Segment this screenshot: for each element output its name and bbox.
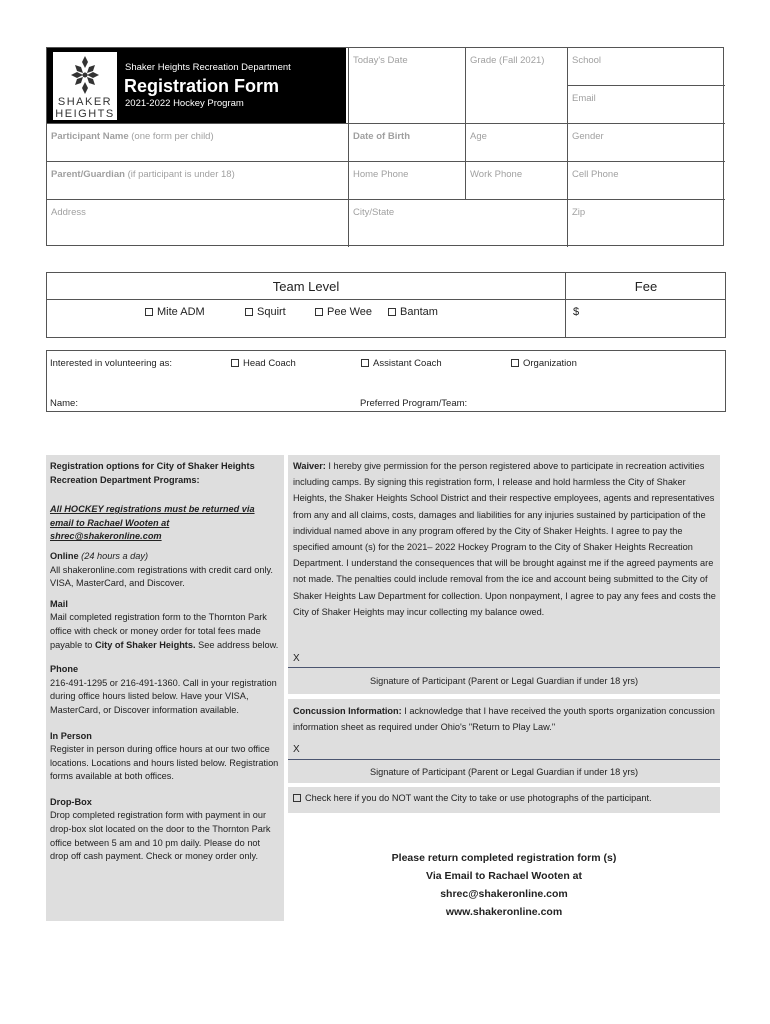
checkbox[interactable] bbox=[388, 308, 396, 316]
volunteer-name-label: Name: bbox=[50, 398, 78, 409]
option-bantam[interactable]: Bantam bbox=[388, 306, 438, 318]
department-name: Shaker Heights Recreation Department bbox=[125, 62, 291, 73]
option-squirt[interactable]: Squirt bbox=[245, 306, 286, 318]
team-level-table bbox=[46, 272, 726, 338]
shaker-logo bbox=[53, 52, 117, 120]
option-assistant-coach[interactable]: Assistant Coach bbox=[361, 358, 442, 369]
in-person-body: Register in person during office hours at our two office locations. Locations and hours listed below. Registration forms available at both offices. bbox=[50, 744, 279, 782]
mail-body: Mail completed registration form to the Thornton Park office with check or money order for total fees made payable to City of Shaker Heights. See address below. bbox=[50, 612, 279, 650]
registration-grid bbox=[46, 47, 724, 246]
volunteer-prompt: Interested in volunteering as: bbox=[50, 358, 172, 369]
return-line-2: Via Email to Rachael Wooten at bbox=[426, 870, 582, 882]
city-state-field[interactable]: City/State bbox=[353, 207, 395, 218]
waiver-signature-label: Signature of Participant (Parent or Legal Guardian if under 18 yrs) bbox=[369, 676, 639, 686]
option-organization[interactable]: Organization bbox=[511, 358, 577, 369]
registration-options-panel bbox=[46, 455, 284, 921]
mail-heading: Mail bbox=[50, 598, 68, 609]
program-name: 2021-2022 Hockey Program bbox=[125, 98, 244, 109]
waiver-signature-line[interactable] bbox=[288, 667, 720, 668]
gender-field[interactable]: Gender bbox=[572, 131, 604, 142]
concussion-x: X bbox=[293, 744, 300, 755]
preferred-team-label: Preferred Program/Team: bbox=[360, 398, 468, 409]
return-info bbox=[288, 849, 720, 921]
checkbox[interactable] bbox=[145, 308, 153, 316]
checkbox[interactable] bbox=[361, 359, 369, 367]
online-heading: Online (24 hours a day) bbox=[50, 550, 149, 561]
participant-name-field[interactable]: Participant Name (one form per child) bbox=[51, 131, 214, 142]
home-phone-field[interactable]: Home Phone bbox=[353, 169, 409, 180]
logo-text-shaker: SHAKER bbox=[57, 96, 113, 108]
concussion-text: Concussion Information: I acknowledge that I have received the youth sports organization concussion information sheet as required under Ohio's "Return to Play Law." bbox=[293, 706, 715, 733]
dob-field[interactable]: Date of Birth bbox=[353, 131, 410, 142]
options-heading: Registration options for City of Shaker Heights Recreation Department Programs: bbox=[50, 461, 255, 485]
drop-box-body: Drop completed registration form with payment in our drop-box slot located on the door to the Thornton Park office between 5 am and 10 pm daily. Please do not drop off cash payment. Check or money order only. bbox=[50, 810, 271, 862]
form-title: Registration Form bbox=[124, 76, 280, 96]
waiver-text: Waiver: I hereby give permission for the person registered above to participate in recreation activities including camps. By signing this registration form, I release and hold harmless the City of Shaker Heights, the Shaker Heights School District and their respective employees, agents and representatives from any and all claims, costs, damages and liabilities for any injuries sustained by participation of the individual named above in any program offered by the City of Shaker Heights. I agree to pay the specified amount (s) for the 2021– 2022 Hockey Program to the City of Shaker Heights Recreation Department. I understand the consequences that will be brought against me if the agreed payments are not made. The penalties could include removal from the ice and account being submitted to the City of Shaker Heights Law Department for collection. Upon nonpayment, I agree to pay any fees and costs the City of Shaker Heights may incur collecting my balance owed. bbox=[293, 461, 716, 617]
option-pee-wee[interactable]: Pee Wee bbox=[315, 306, 372, 318]
snowflake-icon bbox=[53, 52, 117, 98]
option-head-coach[interactable]: Head Coach bbox=[231, 358, 296, 369]
online-body: All shakeronline.com registrations with credit card only. VISA, MasterCard, and Discover. bbox=[50, 564, 273, 589]
email-field[interactable]: Email bbox=[572, 93, 596, 104]
in-person-heading: In Person bbox=[50, 730, 92, 741]
fee-heading: Fee bbox=[634, 279, 658, 294]
form-header bbox=[47, 48, 346, 123]
cell-phone-field[interactable]: Cell Phone bbox=[572, 169, 619, 180]
photo-optout-text[interactable]: Check here if you do NOT want the City to take or use photographs of the participant. bbox=[293, 793, 652, 803]
volunteer-box bbox=[46, 350, 726, 412]
option-mite-adm[interactable]: Mite ADM bbox=[145, 306, 205, 318]
phone-body: 216-491-1295 or 216-491-1360. Call in your registration during office hours listed below. Have your VISA, MasterCard, or Discover information available. bbox=[50, 677, 277, 715]
logo-text-heights: HEIGHTS bbox=[55, 108, 115, 120]
checkbox[interactable] bbox=[231, 359, 239, 367]
return-email[interactable]: shrec@shakeronline.com bbox=[440, 888, 568, 900]
phone-heading: Phone bbox=[50, 664, 79, 675]
photo-optout-panel[interactable] bbox=[288, 787, 720, 813]
waiver-panel bbox=[288, 455, 720, 694]
address-field[interactable]: Address bbox=[51, 207, 86, 218]
checkbox[interactable] bbox=[245, 308, 253, 316]
team-level-heading: Team Level bbox=[272, 279, 340, 294]
fee-value[interactable]: $ bbox=[573, 306, 580, 318]
todays-date-field[interactable]: Today's Date bbox=[353, 55, 408, 66]
drop-box-heading: Drop-Box bbox=[50, 796, 92, 807]
parent-field[interactable]: Parent/Guardian (if participant is under 18) bbox=[51, 169, 235, 180]
school-field[interactable]: School bbox=[572, 55, 602, 66]
grade-field[interactable]: Grade (Fall 2021) bbox=[470, 55, 545, 66]
checkbox[interactable] bbox=[511, 359, 519, 367]
concussion-signature-line[interactable] bbox=[288, 759, 720, 760]
return-line-1: Please return completed registration form (s) bbox=[391, 852, 617, 864]
concussion-panel bbox=[288, 699, 720, 783]
return-note: All HOCKEY registrations must be returned via email to Rachael Wooten at shrec@shakeronline.com bbox=[50, 504, 255, 542]
checkbox[interactable] bbox=[315, 308, 323, 316]
waiver-x: X bbox=[293, 653, 300, 664]
concussion-signature-label: Signature of Participant (Parent or Legal Guardian if under 18 yrs) bbox=[369, 767, 639, 777]
return-website[interactable]: www.shakeronline.com bbox=[445, 906, 563, 918]
checkbox[interactable] bbox=[293, 794, 301, 802]
age-field[interactable]: Age bbox=[470, 131, 487, 142]
zip-field[interactable]: Zip bbox=[572, 207, 586, 218]
work-phone-field[interactable]: Work Phone bbox=[470, 169, 523, 180]
